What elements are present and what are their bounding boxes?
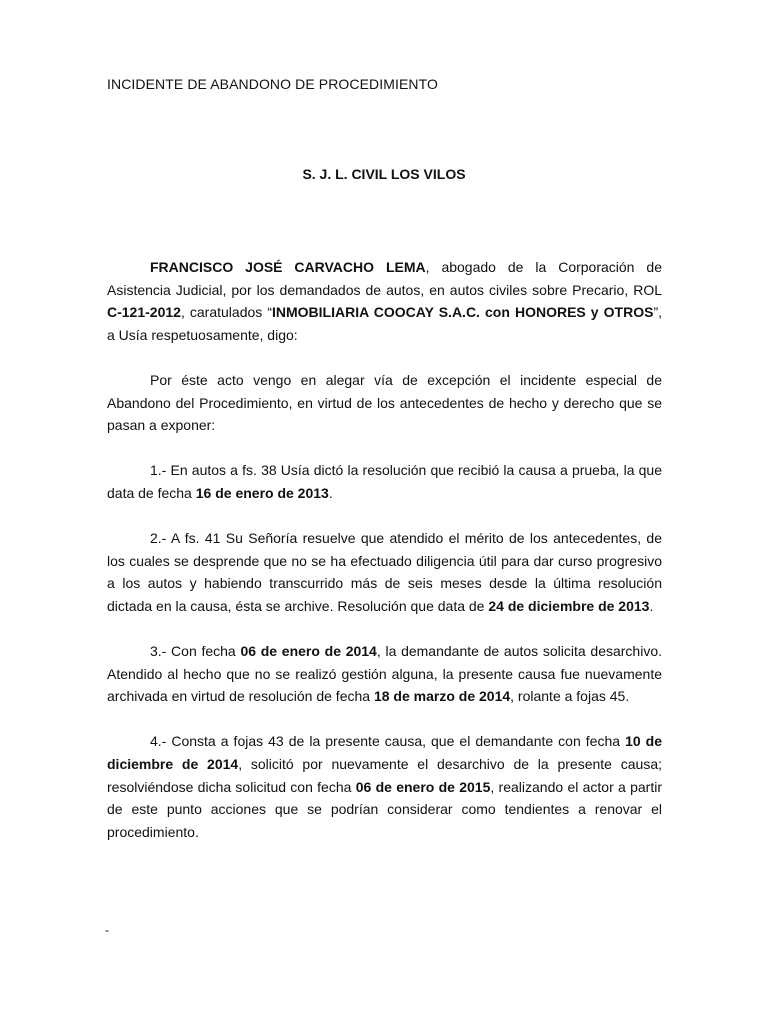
- case-rol: C-121-2012: [107, 304, 181, 321]
- date: 10 de diciembre de 2014: [107, 733, 662, 773]
- item-1: 1.- En autos a fs. 38 Usía dictó la resolución que recibió la causa a prueba, la que data de fecha 16 de enero de 2013.: [107, 462, 662, 501]
- court-title: S. J. L. CIVIL LOS VILOS: [302, 166, 466, 182]
- date: 06 de enero de 2014: [240, 643, 377, 660]
- main-paragraph: Por éste acto vengo en alegar vía de excepción el incidente especial de Abandono del Procedimiento, en virtud de los antecedentes de hecho y derecho que se pasan a exponer:: [107, 371, 662, 434]
- document-header: INCIDENTE DE ABANDONO DE PROCEDIMIENTO: [107, 76, 439, 92]
- footer-mark: -: [105, 923, 109, 937]
- item-4: 4.- Consta a fojas 43 de la presente causa, que el demandante con fecha 10 de diciembre de 2014, solicitó por nuevamente el desarchivo de la presente causa; resolviéndose dicha solicitud con fecha 06 de enero de 2015, realizando el actor a partir de este punto acciones que se podrían considerar como tendientes a renovar el procedimiento.: [107, 733, 663, 840]
- date: 18 de marzo de 2014: [373, 688, 511, 705]
- date: 06 de enero de 2015: [355, 778, 491, 795]
- date: 24 de diciembre de 2013: [488, 597, 650, 614]
- item-3: 3.- Con fecha 06 de enero de 2014, la demandante de autos solicita desarchivo. Atendido al hecho que no se realizó gestión alguna, la presente causa fue nuevamente archivada en virtud de resolución de fecha 18 de marzo de 2014, rolante a fojas 45.: [107, 643, 663, 705]
- case-title: INMOBILIARIA COOCAY S.A.C. con HONORES y OTROS: [272, 304, 654, 321]
- lawyer-name: FRANCISCO JOSÉ CARVACHO LEMA: [150, 259, 426, 275]
- date: 16 de enero de 2013: [195, 484, 329, 501]
- intro-paragraph: FRANCISCO JOSÉ CARVACHO LEMA, abogado de la Corporación de Asistencia Judicial, por los demandados de autos, en autos civiles sobre Precario, ROL C-121-2012, caratulados “INMOBILIARIA COOCAY S.A.C. con HONORES y OTROS”, a Usía respetuosamente, digo:: [107, 259, 662, 343]
- item-2: 2.- A fs. 41 Su Señoría resuelve que atendido el mérito de los antecedentes, de los cuales se desprende que no se ha efectuado diligencia útil para dar curso progresivo a los autos y habiendo transcurrido más de seis meses desde la última resolución dictada en la causa, ésta se archive. Resolución que data de 24 de diciembre de 2013.: [107, 530, 662, 614]
- document-body: [107, 256, 662, 843]
